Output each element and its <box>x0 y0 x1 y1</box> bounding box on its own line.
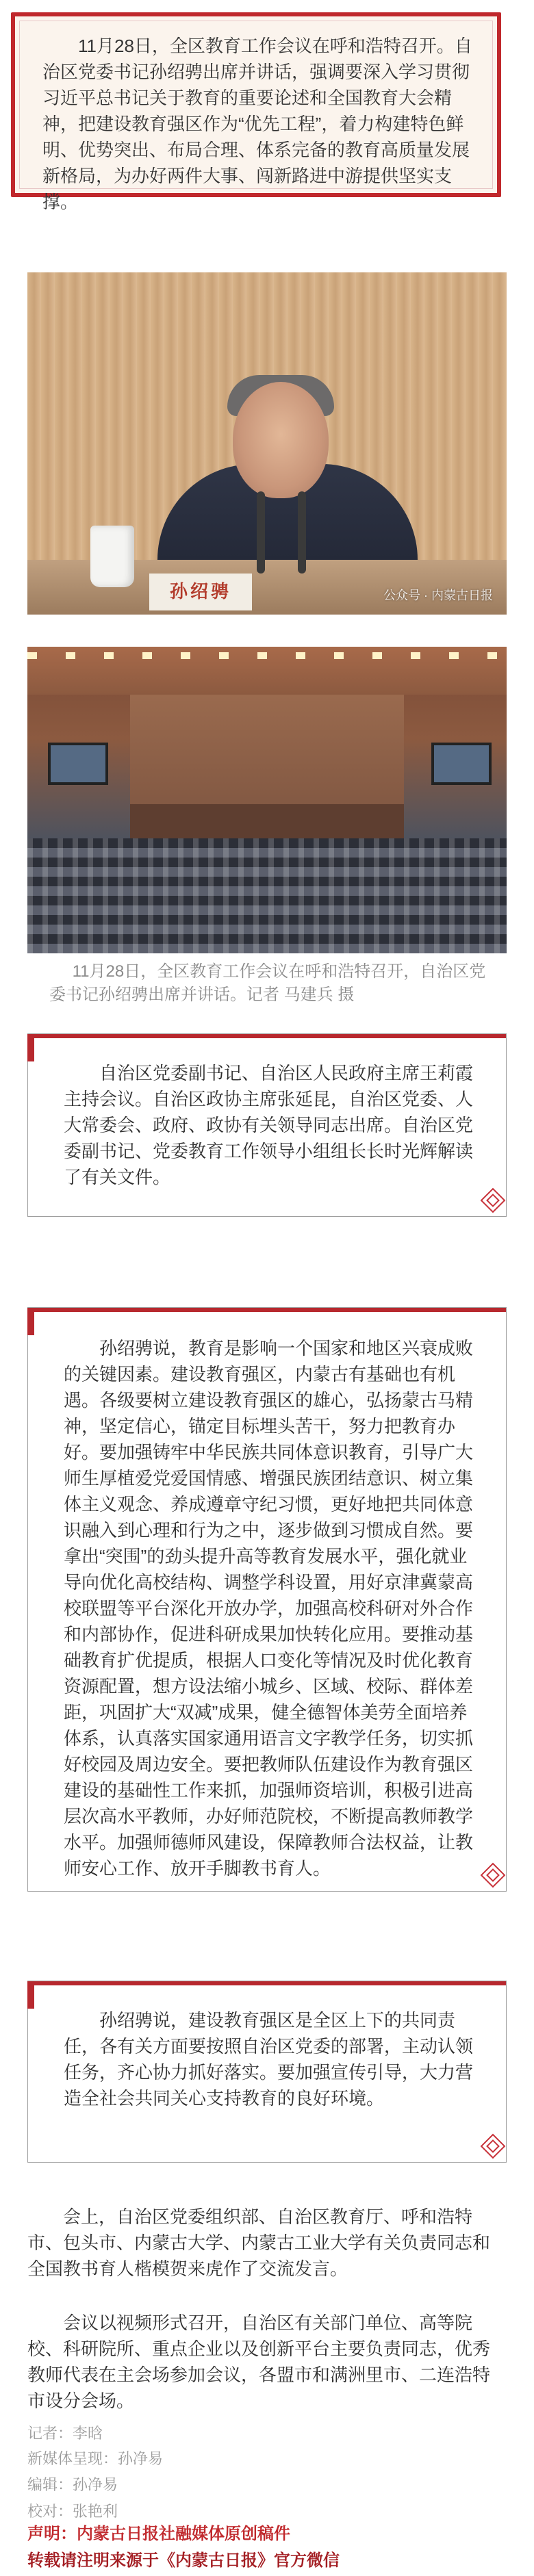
lead-box <box>11 12 501 212</box>
card-3-text: 孙绍骋说，建设教育强区是全区上下的共同责任，各有关方面要按照自治区党委的部署，主动认领任务，齐心协力抓好落实。要加强宣传引导，大力营造全社会共同关心支持教育的良好环境。 <box>64 2010 474 2109</box>
photo-caption: 11月28日，全区教育工作会议在呼和浩特召开，自治区党委书记孙绍骋出席并讲话。记者 马建兵 摄 <box>49 962 486 1004</box>
card-ribbon <box>27 1981 34 2009</box>
tea-cup <box>90 526 134 587</box>
card-1-text: 自治区党委副书记、自治区人民政府主席王莉霞主持会议。自治区政协主席张延昆，自治区党委、人大常委会、政府、政协有关领导同志出席。自治区党委副书记、党委教育工作领导小组组长长时光辉解读了有关文件。 <box>64 1063 474 1187</box>
meeting-hall-photo[interactable] <box>27 647 507 953</box>
nameplate: 孙绍骋 <box>149 574 252 610</box>
reprint-notice: 转载请注明来源于《内蒙古日报》官方微信 <box>27 2551 340 2570</box>
hall-lights <box>27 652 507 659</box>
card-top-stripe <box>28 1981 506 1985</box>
card-top-stripe <box>28 1034 506 1038</box>
reporter-credit: 记者：李晗 <box>27 2425 103 2442</box>
card-ribbon <box>27 1308 34 1335</box>
diamond-ornament-icon <box>481 1863 506 1888</box>
card-top-stripe <box>28 1308 506 1312</box>
content-card-1 <box>27 1033 507 1217</box>
photo-watermark: 公众号 · 内蒙古日报 <box>383 589 493 602</box>
speaker-photo[interactable] <box>27 272 507 615</box>
body-paragraph-1: 会上，自治区党委组织部、自治区教育厅、呼和浩特市、包头市、内蒙古大学、内蒙古工业大学有关负责同志和全国教书育人楷模贺来虎作了交流发言。 <box>27 2206 491 2279</box>
microphone-right <box>298 491 306 574</box>
audience-seats <box>27 838 507 953</box>
stage-front <box>130 804 404 838</box>
lead-paragraph: 11月28日，全区教育工作会议在呼和浩特召开。自治区党委书记孙绍骋出席并讲话，强调要深入学习贯彻习近平总书记关于教育的重要论述和全国教育大会精神，把建设教育强区作为“优先工程”，着力构建特色鲜明、优势突出、布局合理、体系完备的教育高质量发展新格局，为办好两件大事、闯新路进中游提供坚实支撑。 <box>42 36 472 212</box>
content-card-3 <box>27 1981 507 2163</box>
diamond-ornament-icon <box>481 2134 506 2159</box>
card-2-text: 孙绍骋说，教育是影响一个国家和地区兴衰成败的关键因素。建设教育强区，内蒙古有基础也有机遇。各级要树立建设教育强区的雄心，弘扬蒙古马精神，坚定信心，锚定目标埋头苦干，努力把教育办好。要加强铸牢中华民族共同体意识教育，引导广大师生厚植爱党爱国情感、增强民族团结意识、树立集体主义观念、养成遵章守纪习惯，更好地把共同体意识融入到心理和行为之中，逐步做到习惯成自然。要拿出“突围”的劲头提升高等教育发展水平，强化就业导向优化高校结构、调整学科设置，用好京津冀蒙高校联盟等平台深化开放办学，加强高校科研对外合作和内部协作，促进科研成果加快转化应用。要推动基础教育扩优提质，根据人口变化等情况及时优化教育资源配置，想方设法缩小城乡、区域、校际、群体差距，巩固扩大“双减”成果，健全德智体美劳全面培养体系，认真落实国家通用语言文字教学任务，切实抓好校园及周边安全。要把教师队伍建设作为教育强区建设的基础性工作来抓，加强师资培训，积极引进高层次高水平教师，办好师范院校，不断提高教师教学水平。加强师德师风建设，保障教师合法权益，让教师安心工作、放开手脚教书育人。 <box>64 1338 474 1879</box>
screen-right <box>431 743 492 785</box>
body-paragraph-2: 会议以视频形式召开，自治区有关部门单位、高等院校、科研院所、重点企业以及创新平台主要负责同志，优秀教师代表在主会场参加会议，各盟市和满洲里市、二连浩特市设分会场。 <box>27 2313 491 2411</box>
speaker-head <box>233 382 329 498</box>
diamond-ornament-icon <box>481 1188 506 1213</box>
screen-left <box>48 743 108 785</box>
microphone-left <box>257 491 265 574</box>
editor-credit: 编辑：孙净易 <box>27 2476 118 2493</box>
copyright-statement: 声明：内蒙古日报社融媒体原创稿件 <box>27 2525 290 2543</box>
new-media-credit: 新媒体呈现：孙净易 <box>27 2450 164 2467</box>
card-ribbon <box>27 1034 34 1061</box>
proofreader-credit: 校对：张艳利 <box>27 2503 118 2520</box>
content-card-2 <box>27 1307 507 1892</box>
